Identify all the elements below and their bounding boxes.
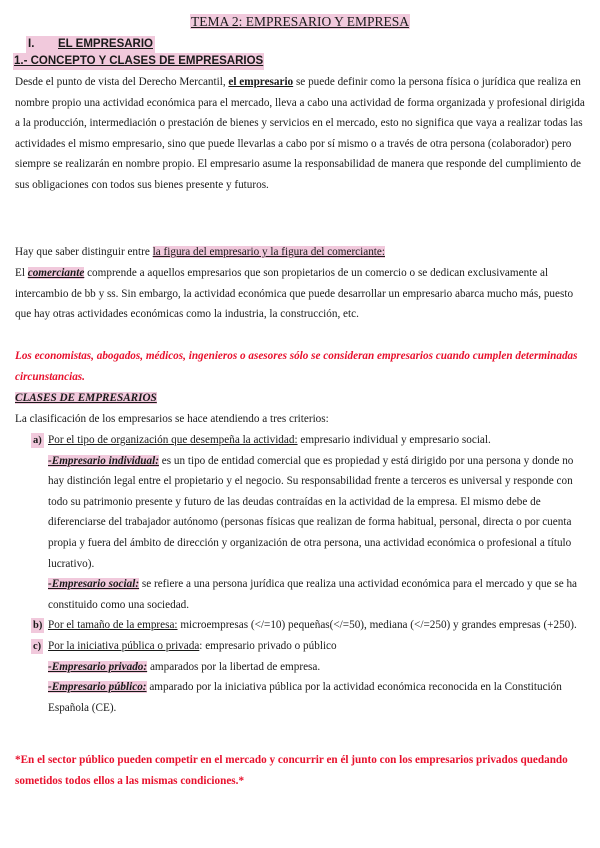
clases-heading: CLASES DE EMPRESARIOS xyxy=(15,392,157,404)
criterion-label: Por la iniciativa pública o privada xyxy=(48,639,200,652)
sub-empresario-privado: -Empresario privado: amparados por la libertad de empresa. xyxy=(48,660,321,673)
intro-paragraph: Desde el punto de vista del Derecho Mercantil, el empresario se puede definir como la persona física o jurídica que realiza en nombre propio una actividad económica para el mercado, lleva a cabo una actividad de forma organizada y profesional dirigida a la producción, intermediación o prestación de bienes y servicios en el mercado, esto no significa que vaya a realizar todas las actividades el mismo empresario, sino que puede llevarlas a cabo por sí mismo o a través de otra persona (colaborador) pero siempre se realizarán en nombre propio. El empresario asume la responsabilidad de manera que responde del cumplimiento de sus obligaciones con todos sus bienes presente y futuros. xyxy=(15,76,585,191)
distinguish-paragraph: Hay que saber distinguir entre la figura del empresario y la figura del comerciante: xyxy=(15,246,385,258)
criterion-marker: a) xyxy=(33,435,42,446)
page-title: TEMA 2: EMPRESARIO Y EMPRESA xyxy=(190,14,410,29)
section-label: EL EMPRESARIO xyxy=(58,38,153,50)
term-empresario: el empresario xyxy=(228,76,294,88)
note-professionals: Los economistas, abogados, médicos, ingenieros o asesores sólo se consideran empresarios cuando cumplen determinadas circunstancias. xyxy=(15,350,578,383)
sub-empresario-individual: -Empresario individual: es un tipo de entidad comercial que es propiedad y está dirigido por una persona y donde no hay distinción legal entre el propietario y el negocio. Su responsabilidad frente a terceros es universal y responde con todo su patrimonio presente y futuro de las deudas contraídas en la actividad de la empresa. El mismo debe de diferenciarse del trabajador autónomo (personas físicas que realizan de forma habitual, personal, directa o por cuenta propia y fuera del ámbito de dirección y organización de otra persona, una actividad económica o profesional a título lucrativo). xyxy=(48,454,574,570)
note-public-sector: *En el sector público pueden competir en el mercado y concurrir en él junto con los empresarios privados quedando sometidos todos ellos a las mismas condiciones.* xyxy=(15,754,568,787)
criterion-label: Por el tamaño de la empresa: xyxy=(48,619,178,632)
subsection-heading: 1.- CONCEPTO Y CLASES DE EMPRESARIOS xyxy=(13,53,264,70)
section-heading xyxy=(26,36,155,53)
term-comerciante: comerciante xyxy=(27,267,85,279)
criterion-c: c) Por la iniciativa pública o privada: empresario privado o público -Empresario privado: amparados por la libertad de empresa. -Empresario público: amparado por la iniciativa pública por la actividad económica reconocida en la Constitución Española (CE). xyxy=(15,636,585,718)
criteria-list xyxy=(15,430,585,718)
section-number: I. xyxy=(28,38,35,50)
distinguish-highlight: la figura del empresario y la figura del comerciante: xyxy=(152,246,385,258)
criterion-marker: b) xyxy=(33,620,43,632)
criterion-b: b) Por el tamaño de la empresa: microempresas (</=10) pequeñas(</=50), mediana (</=250) y grandes empresas (+250). xyxy=(33,619,577,632)
criterion-marker: c) xyxy=(33,640,42,652)
sub-empresario-social: -Empresario social: se refiere a una persona jurídica que realiza una actividad económica para el mercado y que se ha constituido como una sociedad. xyxy=(48,578,578,611)
criterion-a: a) Por el tipo de organización que desempeña la actividad: empresario individual y empresario social. -Empresario individual: es un tipo de entidad comercial que es propiedad y está dirigido por una persona y donde no hay distinción legal entre el propietario y el negocio. Su responsabilidad frente a terceros es universal y responde con todo su patrimonio presente y futuro de las deudas contraídas en la actividad de la empresa. El mismo debe de diferenciarse del trabajador autónomo (personas físicas que realizan de forma habitual, personal, directa o por cuenta propia y fuera del ámbito de dirección y organización de otra persona, una actividad económica o profesional a título lucrativo). -Empresario social: se refiere a una persona jurídica que realiza una actividad económica para el mercado y que se ha constituido como una sociedad. xyxy=(15,430,585,615)
clases-heading-block xyxy=(15,388,585,409)
criterion-label: Por el tipo de organización que desempeña la actividad: xyxy=(48,434,298,446)
comerciante-paragraph: El comerciante comprende a aquellos empresarios que son propietarios de un comercio o se dedican exclusivamente al intercambio de bb y ss. Sin embargo, la actividad económica que puede desarrollar un empresario abarca mucho más, puesto que hay otras actividades económicas como la industria, la construcción, etc. xyxy=(15,267,574,321)
clases-intro: La clasificación de los empresarios se hace atendiendo a tres criterios: xyxy=(15,413,329,425)
sub-empresario-publico: -Empresario público: amparado por la iniciativa pública por la actividad económica reconocida en la Constitución Española (CE). xyxy=(48,681,562,714)
